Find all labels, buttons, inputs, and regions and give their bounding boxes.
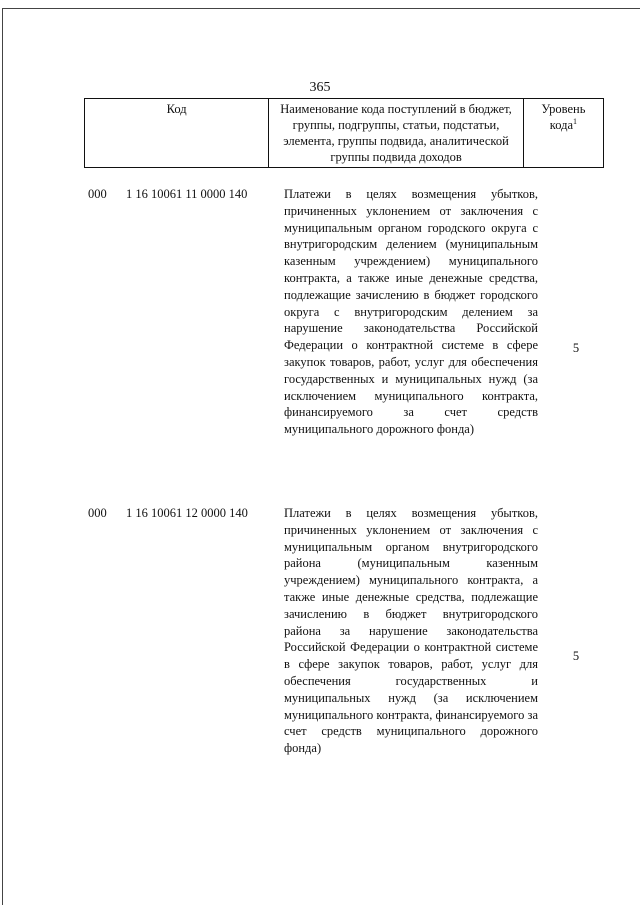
page-border-left (2, 8, 3, 905)
header-row (85, 99, 604, 168)
header-level-label: Уровень кода (541, 102, 586, 132)
page-number: 365 (309, 80, 331, 95)
row-income-code: 1 16 10061 11 0000 140 (126, 187, 248, 201)
header-name: Наименование кода поступлений в бюджет, группы, подгруппы, статьи, подстатьи, элемента, группы подвида, аналитической группы подвида доходов (269, 99, 524, 168)
row-description: Платежи в целях возмещения убытков, причиненных уклонением от заключения с муниципальным органом внутригородского района (муниципальным казенным учреждением) муниципального контракта, а также иные денежные средства, подлежащие зачислению в бюджет внутригородского района за нарушение законодательства Российской Федерации о контрактной системе в сфере закупок товаров, работ, услуг для обеспечения государственных и муниципальных нужд (за исключением муниципального контракта, финансируемого за счет средств муниципального дорожного фонда) (284, 506, 538, 756)
row-group-code: 000 (88, 506, 107, 520)
row-group-code: 000 (88, 187, 107, 201)
row-level: 5 (572, 341, 580, 355)
row-income-code: 1 16 10061 12 0000 140 (126, 506, 248, 520)
header-level-footnote: 1 (573, 117, 578, 126)
row-description: Платежи в целях возмещения убытков, причиненных уклонением от заключения с муниципальным органом городского округа с внутригородским делением (муниципальным казенным учреждением) муниципального контракта, а также иные денежные средства, подлежащие зачислению в бюджет городского округа с внутригородским делением за нарушение законодательства Российской Федерации о контрактной системе в сфере закупок товаров, работ, услуг для обеспечения государственных и муниципальных нужд (за исключением муниципального контракта, финансируемого за счет средств муниципального дорожного фонда) (284, 187, 538, 437)
table-header (84, 98, 604, 168)
header-level (523, 99, 603, 168)
row-level: 5 (572, 649, 580, 663)
page-border-top (2, 8, 640, 9)
header-code: Код (85, 99, 269, 168)
